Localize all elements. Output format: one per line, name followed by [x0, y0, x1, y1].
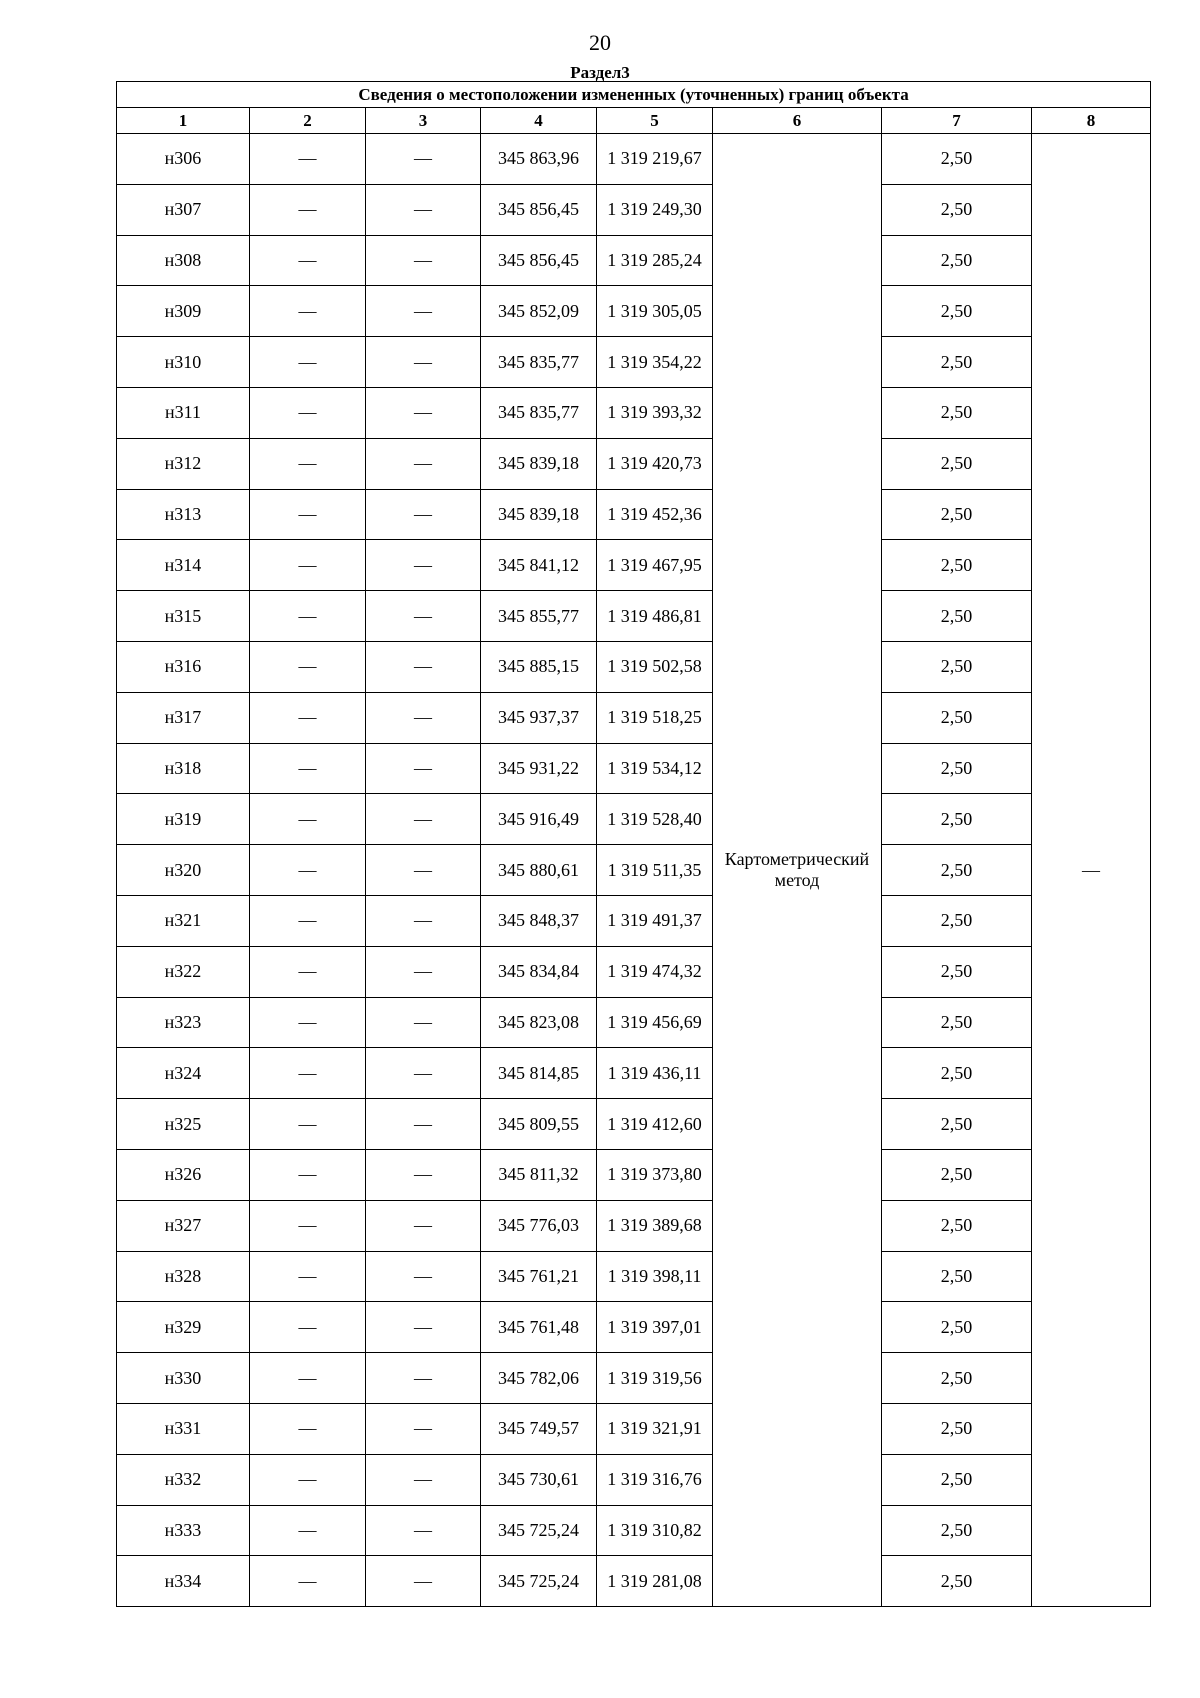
column-2-value: —: [250, 794, 366, 845]
point-id: н323: [117, 997, 250, 1048]
accuracy-value: 2,50: [882, 1149, 1032, 1200]
accuracy-value: 2,50: [882, 1251, 1032, 1302]
column-2-value: —: [250, 895, 366, 946]
point-id: н319: [117, 794, 250, 845]
x-coordinate: 345 761,48: [481, 1302, 597, 1353]
y-coordinate: 1 319 389,68: [597, 1200, 713, 1251]
accuracy-value: 2,50: [882, 540, 1032, 591]
point-id: н313: [117, 489, 250, 540]
accuracy-value: 2,50: [882, 1099, 1032, 1150]
x-coordinate: 345 761,21: [481, 1251, 597, 1302]
column-2-value: —: [250, 387, 366, 438]
accuracy-value: 2,50: [882, 134, 1032, 185]
column-2-value: —: [250, 1251, 366, 1302]
accuracy-value: 2,50: [882, 641, 1032, 692]
point-id: н316: [117, 641, 250, 692]
x-coordinate: 345 937,37: [481, 692, 597, 743]
point-id: н329: [117, 1302, 250, 1353]
column-2-value: —: [250, 1200, 366, 1251]
column-3-value: —: [366, 1556, 481, 1607]
y-coordinate: 1 319 249,30: [597, 184, 713, 235]
column-3-value: —: [366, 286, 481, 337]
x-coordinate: 345 880,61: [481, 845, 597, 896]
column-2-value: —: [250, 286, 366, 337]
table-row: [117, 997, 1151, 1048]
point-id: н321: [117, 895, 250, 946]
column-3-value: —: [366, 1200, 481, 1251]
y-coordinate: 1 319 373,80: [597, 1149, 713, 1200]
x-coordinate: 345 855,77: [481, 591, 597, 642]
x-coordinate: 345 814,85: [481, 1048, 597, 1099]
table-row: [117, 641, 1151, 692]
x-coordinate: 345 730,61: [481, 1454, 597, 1505]
column-2-value: —: [250, 184, 366, 235]
point-id: н310: [117, 337, 250, 388]
accuracy-value: 2,50: [882, 692, 1032, 743]
column-3-value: —: [366, 895, 481, 946]
column-number: 7: [882, 108, 1032, 134]
method-line-1: Картометрический: [724, 849, 870, 870]
column-3-value: —: [366, 794, 481, 845]
point-id: н324: [117, 1048, 250, 1099]
table-row: [117, 1353, 1151, 1404]
point-id: н332: [117, 1454, 250, 1505]
accuracy-value: 2,50: [882, 1556, 1032, 1607]
y-coordinate: 1 319 412,60: [597, 1099, 713, 1150]
x-coordinate: 345 852,09: [481, 286, 597, 337]
x-coordinate: 345 856,45: [481, 235, 597, 286]
column-2-value: —: [250, 337, 366, 388]
point-id: н326: [117, 1149, 250, 1200]
table-row: [117, 743, 1151, 794]
point-id: н322: [117, 946, 250, 997]
accuracy-value: 2,50: [882, 1048, 1032, 1099]
point-id: н312: [117, 438, 250, 489]
x-coordinate: 345 776,03: [481, 1200, 597, 1251]
table-row: [117, 591, 1151, 642]
table-row: [117, 845, 1151, 896]
point-id: н334: [117, 1556, 250, 1607]
y-coordinate: 1 319 518,25: [597, 692, 713, 743]
column-2-value: —: [250, 438, 366, 489]
point-id: н308: [117, 235, 250, 286]
y-coordinate: 1 319 486,81: [597, 591, 713, 642]
accuracy-value: 2,50: [882, 438, 1032, 489]
point-id: н330: [117, 1353, 250, 1404]
table-row: [117, 1251, 1151, 1302]
column-number-row: [117, 108, 1151, 134]
column-3-value: —: [366, 845, 481, 896]
column-number: 1: [117, 108, 250, 134]
x-coordinate: 345 782,06: [481, 1353, 597, 1404]
point-id: н307: [117, 184, 250, 235]
section-title: Раздел3: [570, 63, 630, 82]
column-2-value: —: [250, 1505, 366, 1556]
y-coordinate: 1 319 281,08: [597, 1556, 713, 1607]
accuracy-value: 2,50: [882, 1454, 1032, 1505]
accuracy-value: 2,50: [882, 489, 1032, 540]
x-coordinate: 345 725,24: [481, 1556, 597, 1607]
column-number: 4: [481, 108, 597, 134]
table-row: [117, 1403, 1151, 1454]
table-row: [117, 540, 1151, 591]
x-coordinate: 345 835,77: [481, 387, 597, 438]
accuracy-value: 2,50: [882, 1353, 1032, 1404]
table-row: [117, 1099, 1151, 1150]
accuracy-value: 2,50: [882, 794, 1032, 845]
accuracy-value: 2,50: [882, 1200, 1032, 1251]
column-3-value: —: [366, 438, 481, 489]
y-coordinate: 1 319 393,32: [597, 387, 713, 438]
column-3-value: —: [366, 997, 481, 1048]
table-row: [117, 1149, 1151, 1200]
column-2-value: —: [250, 1403, 366, 1454]
point-id: н331: [117, 1403, 250, 1454]
x-coordinate: 345 835,77: [481, 337, 597, 388]
y-coordinate: 1 319 420,73: [597, 438, 713, 489]
column-3-value: —: [366, 1353, 481, 1404]
column-number: 2: [250, 108, 366, 134]
table-row: [117, 794, 1151, 845]
column-3-value: —: [366, 235, 481, 286]
column-2-value: —: [250, 1149, 366, 1200]
y-coordinate: 1 319 456,69: [597, 997, 713, 1048]
column-2-value: —: [250, 1302, 366, 1353]
table-row: [117, 895, 1151, 946]
column-3-value: —: [366, 1048, 481, 1099]
column-3-value: —: [366, 692, 481, 743]
point-id: н309: [117, 286, 250, 337]
y-coordinate: 1 319 467,95: [597, 540, 713, 591]
point-id: н327: [117, 1200, 250, 1251]
y-coordinate: 1 319 436,11: [597, 1048, 713, 1099]
column-3-value: —: [366, 1505, 481, 1556]
x-coordinate: 345 834,84: [481, 946, 597, 997]
x-coordinate: 345 885,15: [481, 641, 597, 692]
table-row: [117, 1454, 1151, 1505]
x-coordinate: 345 811,32: [481, 1149, 597, 1200]
y-coordinate: 1 319 305,05: [597, 286, 713, 337]
column-2-value: —: [250, 1454, 366, 1505]
table-row: [117, 1048, 1151, 1099]
table-row: [117, 286, 1151, 337]
y-coordinate: 1 319 474,32: [597, 946, 713, 997]
y-coordinate: 1 319 491,37: [597, 895, 713, 946]
x-coordinate: 345 931,22: [481, 743, 597, 794]
method-line-2: метод: [774, 870, 820, 891]
column-3-value: —: [366, 489, 481, 540]
column-3-value: —: [366, 946, 481, 997]
table-row: [117, 184, 1151, 235]
y-coordinate: 1 319 219,67: [597, 134, 713, 185]
table-row: [117, 134, 1151, 185]
column-3-value: —: [366, 591, 481, 642]
accuracy-value: 2,50: [882, 591, 1032, 642]
table-row: [117, 1505, 1151, 1556]
y-coordinate: 1 319 321,91: [597, 1403, 713, 1454]
table-row: [117, 489, 1151, 540]
column-2-value: —: [250, 641, 366, 692]
table-row: [117, 946, 1151, 997]
accuracy-value: 2,50: [882, 235, 1032, 286]
accuracy-value: 2,50: [882, 1403, 1032, 1454]
accuracy-value: 2,50: [882, 743, 1032, 794]
column-number: 3: [366, 108, 481, 134]
y-coordinate: 1 319 452,36: [597, 489, 713, 540]
column-2-value: —: [250, 845, 366, 896]
point-id: н314: [117, 540, 250, 591]
accuracy-value: 2,50: [882, 1302, 1032, 1353]
x-coordinate: 345 856,45: [481, 184, 597, 235]
x-coordinate: 345 823,08: [481, 997, 597, 1048]
point-id: н318: [117, 743, 250, 794]
x-coordinate: 345 749,57: [481, 1403, 597, 1454]
column-3-value: —: [366, 1251, 481, 1302]
y-coordinate: 1 319 354,22: [597, 337, 713, 388]
accuracy-value: 2,50: [882, 387, 1032, 438]
x-coordinate: 345 839,18: [481, 489, 597, 540]
point-id: н328: [117, 1251, 250, 1302]
x-coordinate: 345 809,55: [481, 1099, 597, 1150]
accuracy-value: 2,50: [882, 845, 1032, 896]
column-3-value: —: [366, 337, 481, 388]
table-row: [117, 1302, 1151, 1353]
table-row: [117, 1200, 1151, 1251]
table-row: [117, 438, 1151, 489]
accuracy-value: 2,50: [882, 337, 1032, 388]
point-id: н317: [117, 692, 250, 743]
y-coordinate: 1 319 316,76: [597, 1454, 713, 1505]
column-3-value: —: [366, 641, 481, 692]
y-coordinate: 1 319 534,12: [597, 743, 713, 794]
point-id: н333: [117, 1505, 250, 1556]
table-row: [117, 387, 1151, 438]
page-number: 20: [589, 30, 611, 55]
table-row: [117, 235, 1151, 286]
column-2-value: —: [250, 743, 366, 794]
table-body: [117, 134, 1151, 1607]
column-3-value: —: [366, 387, 481, 438]
column-number: 6: [713, 108, 882, 134]
column-2-value: —: [250, 134, 366, 185]
y-coordinate: 1 319 285,24: [597, 235, 713, 286]
column-2-value: —: [250, 489, 366, 540]
method-cell: [713, 134, 882, 1607]
x-coordinate: 345 916,49: [481, 794, 597, 845]
column-3-value: —: [366, 1454, 481, 1505]
y-coordinate: 1 319 310,82: [597, 1505, 713, 1556]
column-3-value: —: [366, 1099, 481, 1150]
accuracy-value: 2,50: [882, 895, 1032, 946]
y-coordinate: 1 319 502,58: [597, 641, 713, 692]
accuracy-value: 2,50: [882, 184, 1032, 235]
table-title: Сведения о местоположении измененных (уточненных) границ объекта: [117, 82, 1151, 108]
y-coordinate: 1 319 398,11: [597, 1251, 713, 1302]
point-id: н325: [117, 1099, 250, 1150]
accuracy-value: 2,50: [882, 286, 1032, 337]
column-2-value: —: [250, 997, 366, 1048]
boundary-coordinates-table: [116, 81, 1151, 1607]
accuracy-value: 2,50: [882, 997, 1032, 1048]
column-8-value: —: [1032, 134, 1151, 1607]
column-2-value: —: [250, 591, 366, 642]
y-coordinate: 1 319 511,35: [597, 845, 713, 896]
table-row: [117, 1556, 1151, 1607]
column-2-value: —: [250, 1556, 366, 1607]
y-coordinate: 1 319 319,56: [597, 1353, 713, 1404]
x-coordinate: 345 863,96: [481, 134, 597, 185]
column-2-value: —: [250, 1099, 366, 1150]
column-number: 8: [1032, 108, 1151, 134]
accuracy-value: 2,50: [882, 946, 1032, 997]
column-3-value: —: [366, 1403, 481, 1454]
column-3-value: —: [366, 1302, 481, 1353]
point-id: н306: [117, 134, 250, 185]
column-3-value: —: [366, 134, 481, 185]
x-coordinate: 345 841,12: [481, 540, 597, 591]
y-coordinate: 1 319 528,40: [597, 794, 713, 845]
column-2-value: —: [250, 235, 366, 286]
table-title-row: [117, 82, 1151, 108]
point-id: н311: [117, 387, 250, 438]
column-3-value: —: [366, 540, 481, 591]
column-2-value: —: [250, 540, 366, 591]
point-id: н320: [117, 845, 250, 896]
column-2-value: —: [250, 692, 366, 743]
accuracy-value: 2,50: [882, 1505, 1032, 1556]
table-row: [117, 337, 1151, 388]
x-coordinate: 345 848,37: [481, 895, 597, 946]
column-3-value: —: [366, 184, 481, 235]
column-2-value: —: [250, 946, 366, 997]
x-coordinate: 345 725,24: [481, 1505, 597, 1556]
column-2-value: —: [250, 1353, 366, 1404]
x-coordinate: 345 839,18: [481, 438, 597, 489]
column-number: 5: [597, 108, 713, 134]
column-2-value: —: [250, 1048, 366, 1099]
column-3-value: —: [366, 743, 481, 794]
y-coordinate: 1 319 397,01: [597, 1302, 713, 1353]
column-3-value: —: [366, 1149, 481, 1200]
table-row: [117, 692, 1151, 743]
point-id: н315: [117, 591, 250, 642]
